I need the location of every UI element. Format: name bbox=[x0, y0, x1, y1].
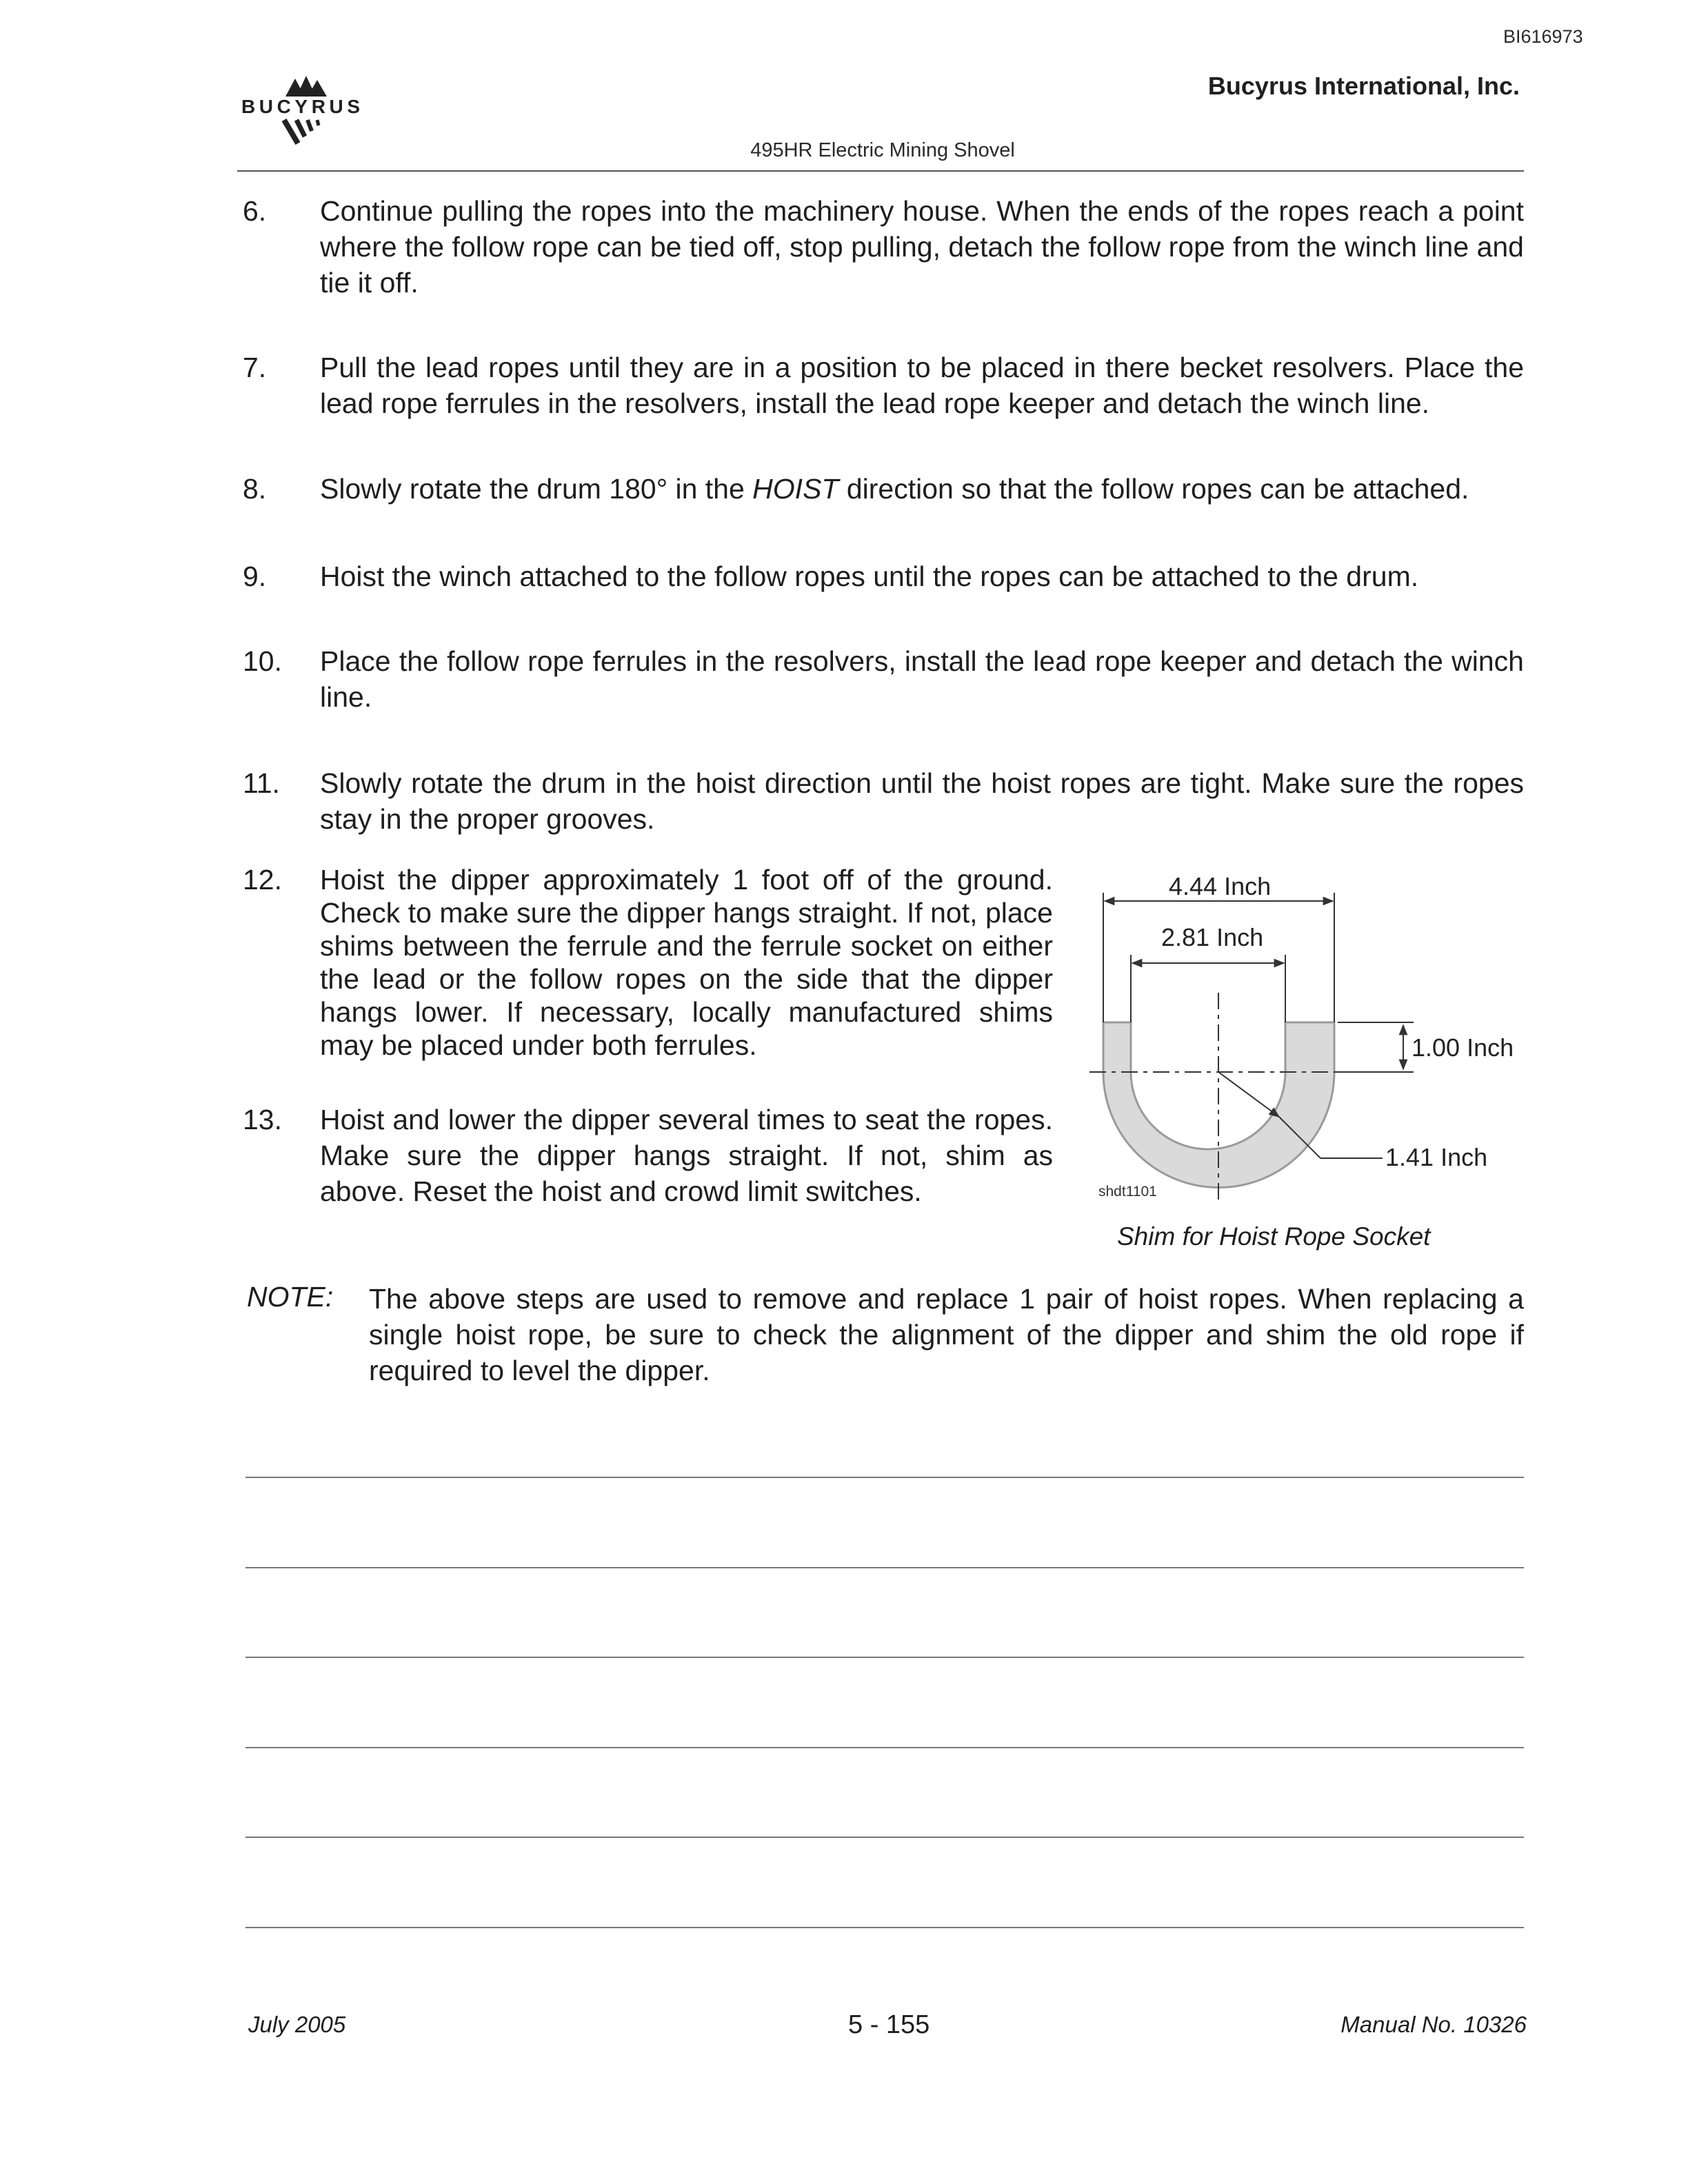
notes-line bbox=[245, 1747, 1524, 1748]
step-text: Hoist the dipper approximately 1 foot off of the ground. Check to make sure the dipper hangs straight. If not, place shims between the ferrule and the ferrule socket on either the lead or the follow ropes on the side that the dipper hangs lower. If necessary, locally manufactured shims may be placed under both ferrules. bbox=[320, 864, 1053, 1061]
hoist-emphasis: HOIST bbox=[752, 473, 839, 505]
company-name: Bucyrus International, Inc. bbox=[1207, 72, 1520, 100]
step-text-end: direction so that the follow ropes can be attached. bbox=[838, 473, 1469, 505]
step-text bbox=[320, 471, 1524, 507]
height-label: 1.00 Inch bbox=[1411, 1033, 1514, 1062]
inner-width-label: 2.81 Inch bbox=[1161, 923, 1264, 951]
shim-diagram bbox=[1086, 865, 1541, 1224]
step-text: Hoist and lower the dipper several times to seat the ropes. Make sure the dipper hangs straight. If not, shim as above. Reset the hoist and crowd limit switches. bbox=[320, 1104, 1053, 1207]
manual-number: Manual No. 10326 bbox=[1340, 2012, 1527, 2037]
outer-width-label: 4.44 Inch bbox=[1169, 872, 1272, 900]
note-text: The above steps are used to remove and replace 1 pair of hoist ropes. When replacing a single hoist rope, be sure to check the alignment of the dipper and shim the old rope if required to level the dipper. bbox=[369, 1283, 1524, 1386]
step-number: 10. bbox=[243, 645, 282, 677]
manual-title: 495HR Electric Mining Shovel bbox=[750, 139, 1015, 161]
header-divider bbox=[237, 170, 1524, 172]
step-text: Pull the lead ropes until they are in a position to be placed in there becket resolvers. Place the lead rope ferrules in the resolvers, install the lead rope keeper and detach the winch line. bbox=[320, 352, 1524, 419]
notes-line bbox=[245, 1567, 1524, 1568]
notes-line bbox=[245, 1927, 1524, 1928]
figure-caption: Shim for Hoist Rope Socket bbox=[1117, 1222, 1431, 1251]
document-id: BI616973 bbox=[1503, 26, 1583, 47]
footer-date: July 2005 bbox=[248, 2012, 346, 2037]
figure-id: shdt1101 bbox=[1098, 1184, 1157, 1200]
notes-line bbox=[245, 1657, 1524, 1658]
note-label: NOTE: bbox=[247, 1281, 334, 1313]
step-number: 7. bbox=[243, 352, 267, 383]
page-number: 5 - 155 bbox=[848, 2010, 930, 2039]
step-text: Hoist the winch attached to the follow ropes until the ropes can be attached to the drum. bbox=[320, 560, 1419, 592]
step-number: 8. bbox=[243, 473, 267, 505]
radius-leader bbox=[1218, 1072, 1279, 1117]
step-text: Slowly rotate the drum in the hoist direction until the hoist ropes are tight. Make sure the ropes stay in the proper grooves. bbox=[320, 767, 1524, 835]
notes-line bbox=[245, 1837, 1524, 1838]
radius-label: 1.41 Inch bbox=[1385, 1143, 1488, 1171]
logo-text: BUCYRUS bbox=[241, 96, 360, 117]
step-number: 11. bbox=[243, 767, 280, 799]
step-number: 9. bbox=[243, 560, 267, 592]
step-text: Continue pulling the ropes into the machinery house. When the ends of the ropes reach a point where the follow rope can be tied off, stop pulling, detach the follow rope from the winch line and tie it off. bbox=[320, 195, 1524, 299]
step-number: 6. bbox=[243, 195, 267, 227]
step-number: 12. bbox=[243, 864, 282, 896]
step-text: Place the follow rope ferrules in the resolvers, install the lead rope keeper and detach the winch line. bbox=[320, 645, 1524, 713]
step-text-start: Slowly rotate the drum 180° in the bbox=[320, 473, 753, 505]
notes-line bbox=[245, 1477, 1524, 1478]
step-number: 13. bbox=[243, 1104, 282, 1135]
